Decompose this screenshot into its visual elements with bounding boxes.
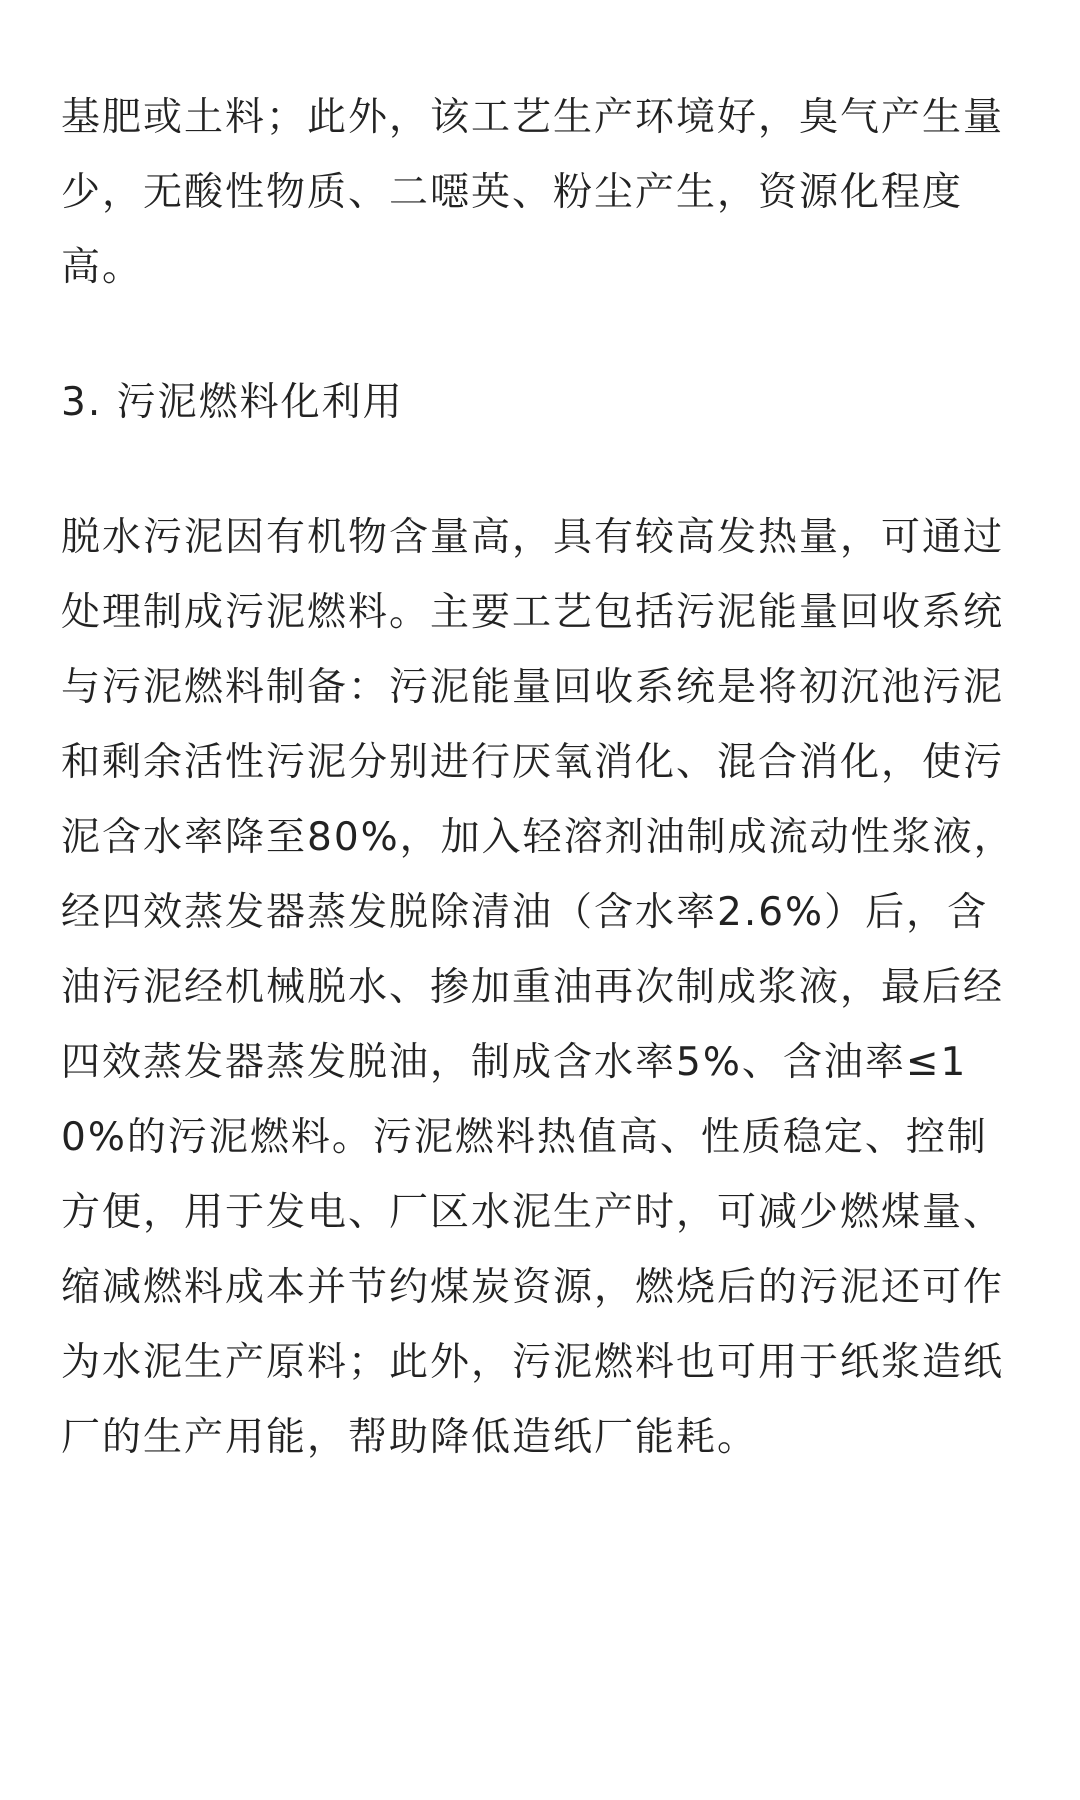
article-body <box>61 80 1021 1475</box>
paragraph-spacer <box>61 440 1021 500</box>
paragraph-continued: 基肥或土料；此外，该工艺生产环境好，臭气产生量少，无酸性物质、二噁英、粉尘产生，资源化程度高。 <box>61 95 1005 290</box>
section-heading: 3. 污泥燃料化利用 <box>61 380 404 425</box>
paragraph-spacer <box>61 305 1021 365</box>
paragraph-sludge-fuel: 脱水污泥因有机物含量高，具有较高发热量，可通过处理制成污泥燃料。主要工艺包括污泥能量回收系统与污泥燃料制备：污泥能量回收系统是将初沉池污泥和剩余活性污泥分别进行厌氧消化、混合消化，使污泥含水率降至80%，加入轻溶剂油制成流动性浆液，经四效蒸发器蒸发脱除清油（含水率2.6%）后，含油污泥经机械脱水、掺加重油再次制成浆液，最后经四效蒸发器蒸发脱油，制成含水率5%、含油率≤10%的污泥燃料。污泥燃料热值高、性质稳定、控制方便，用于发电、厂区水泥生产时，可减少燃煤量、缩减燃料成本并节约煤炭资源，燃烧后的污泥还可作为水泥生产原料；此外，污泥燃料也可用于纸浆造纸厂的生产用能，帮助降低造纸厂能耗。 <box>61 515 1015 1460</box>
